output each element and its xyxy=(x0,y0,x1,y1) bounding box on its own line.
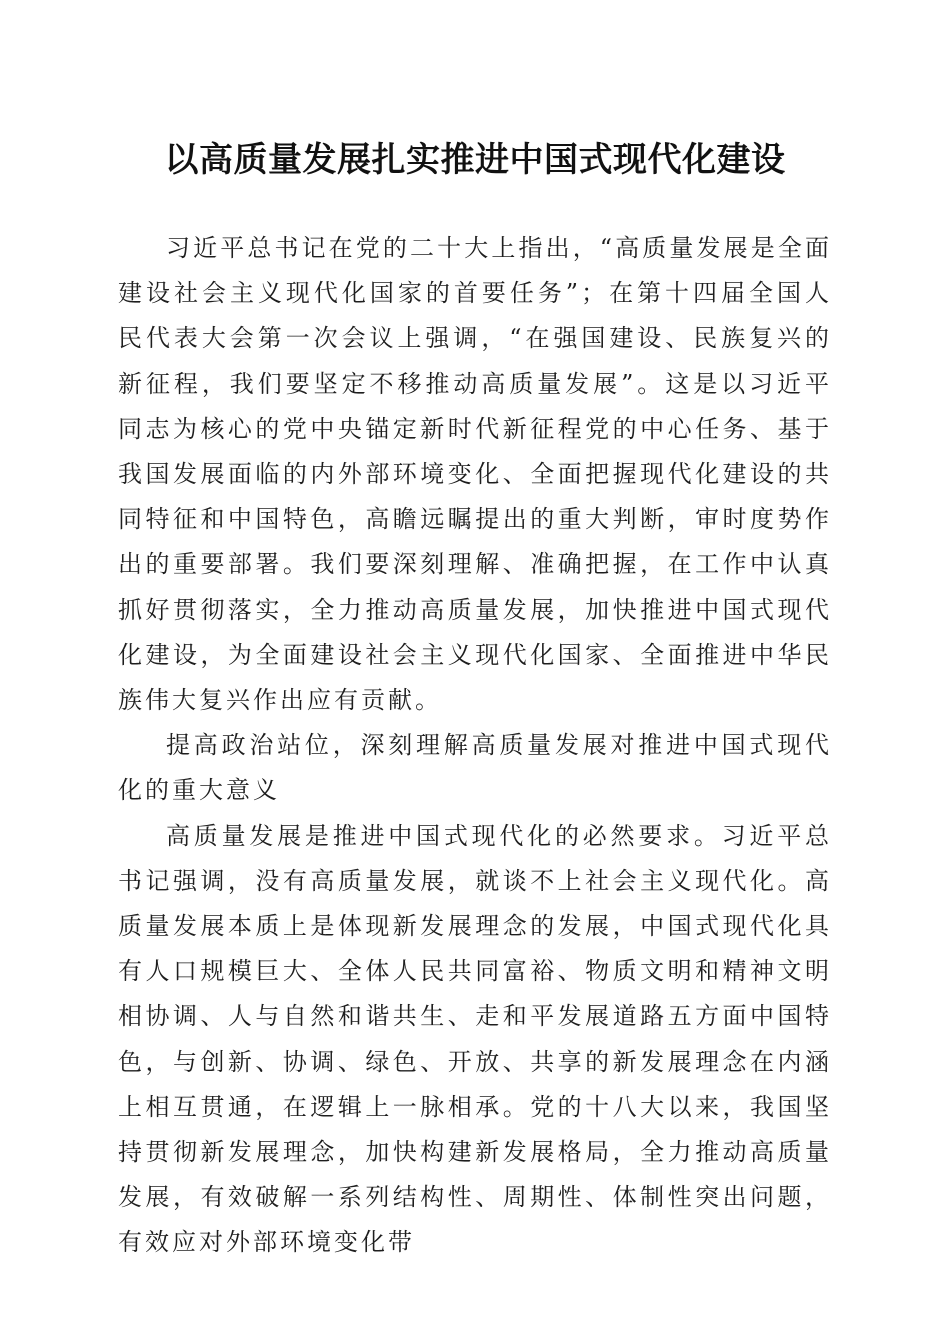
section-heading: 提高政治站位，深刻理解高质量发展对推进中国式现代化的重大意义 xyxy=(118,731,832,805)
paragraph-intro: 习近平总书记在党的二十大上指出，“高质量发展是全面建设社会主义现代化国家的首要任务”；在第十四届全国人民代表大会第一次会议上强调，“在强国建设、民族复兴的新征程，我们要坚定不移推动高质量发展”。这是以习近平同志为核心的党中央锚定新时代新征程党的中心任务、基于我国发展面临的内外部环境变化、全面把握现代化建设的共同特征和中国特色，高瞻远瞩提出的重大判断，审时度势作出的重要部署。我们要深刻理解、准确把握，在工作中认真抓好贯彻落实，全力推动高质量发展，加快推进中国式现代化建设，为全面建设社会主义现代化国家、全面推进中华民族伟大复兴作出应有贡献。 xyxy=(118,234,832,715)
document-title: 以高质量发展扎实推进中国式现代化建设 xyxy=(164,140,786,180)
paragraph-significance: 高质量发展是推进中国式现代化的必然要求。习近平总书记强调，没有高质量发展，就谈不上社会主义现代化。高质量发展本质上是体现新发展理念的发展，中国式现代化具有人口规模巨大、全体人民共同富裕、物质文明和精神文明相协调、人与自然和谐共生、走和平发展道路五方面中国特色，与创新、协调、绿色、开放、共享的新发展理念在内涵上相互贯通，在逻辑上一脉相承。党的十八大以来，我国坚持贯彻新发展理念，加快构建新发展格局，全力推动高质量发展，有效破解一系列结构性、周期性、体制性突出问题，有效应对外部环境变化带 xyxy=(118,821,832,1257)
document-body xyxy=(118,226,832,1266)
